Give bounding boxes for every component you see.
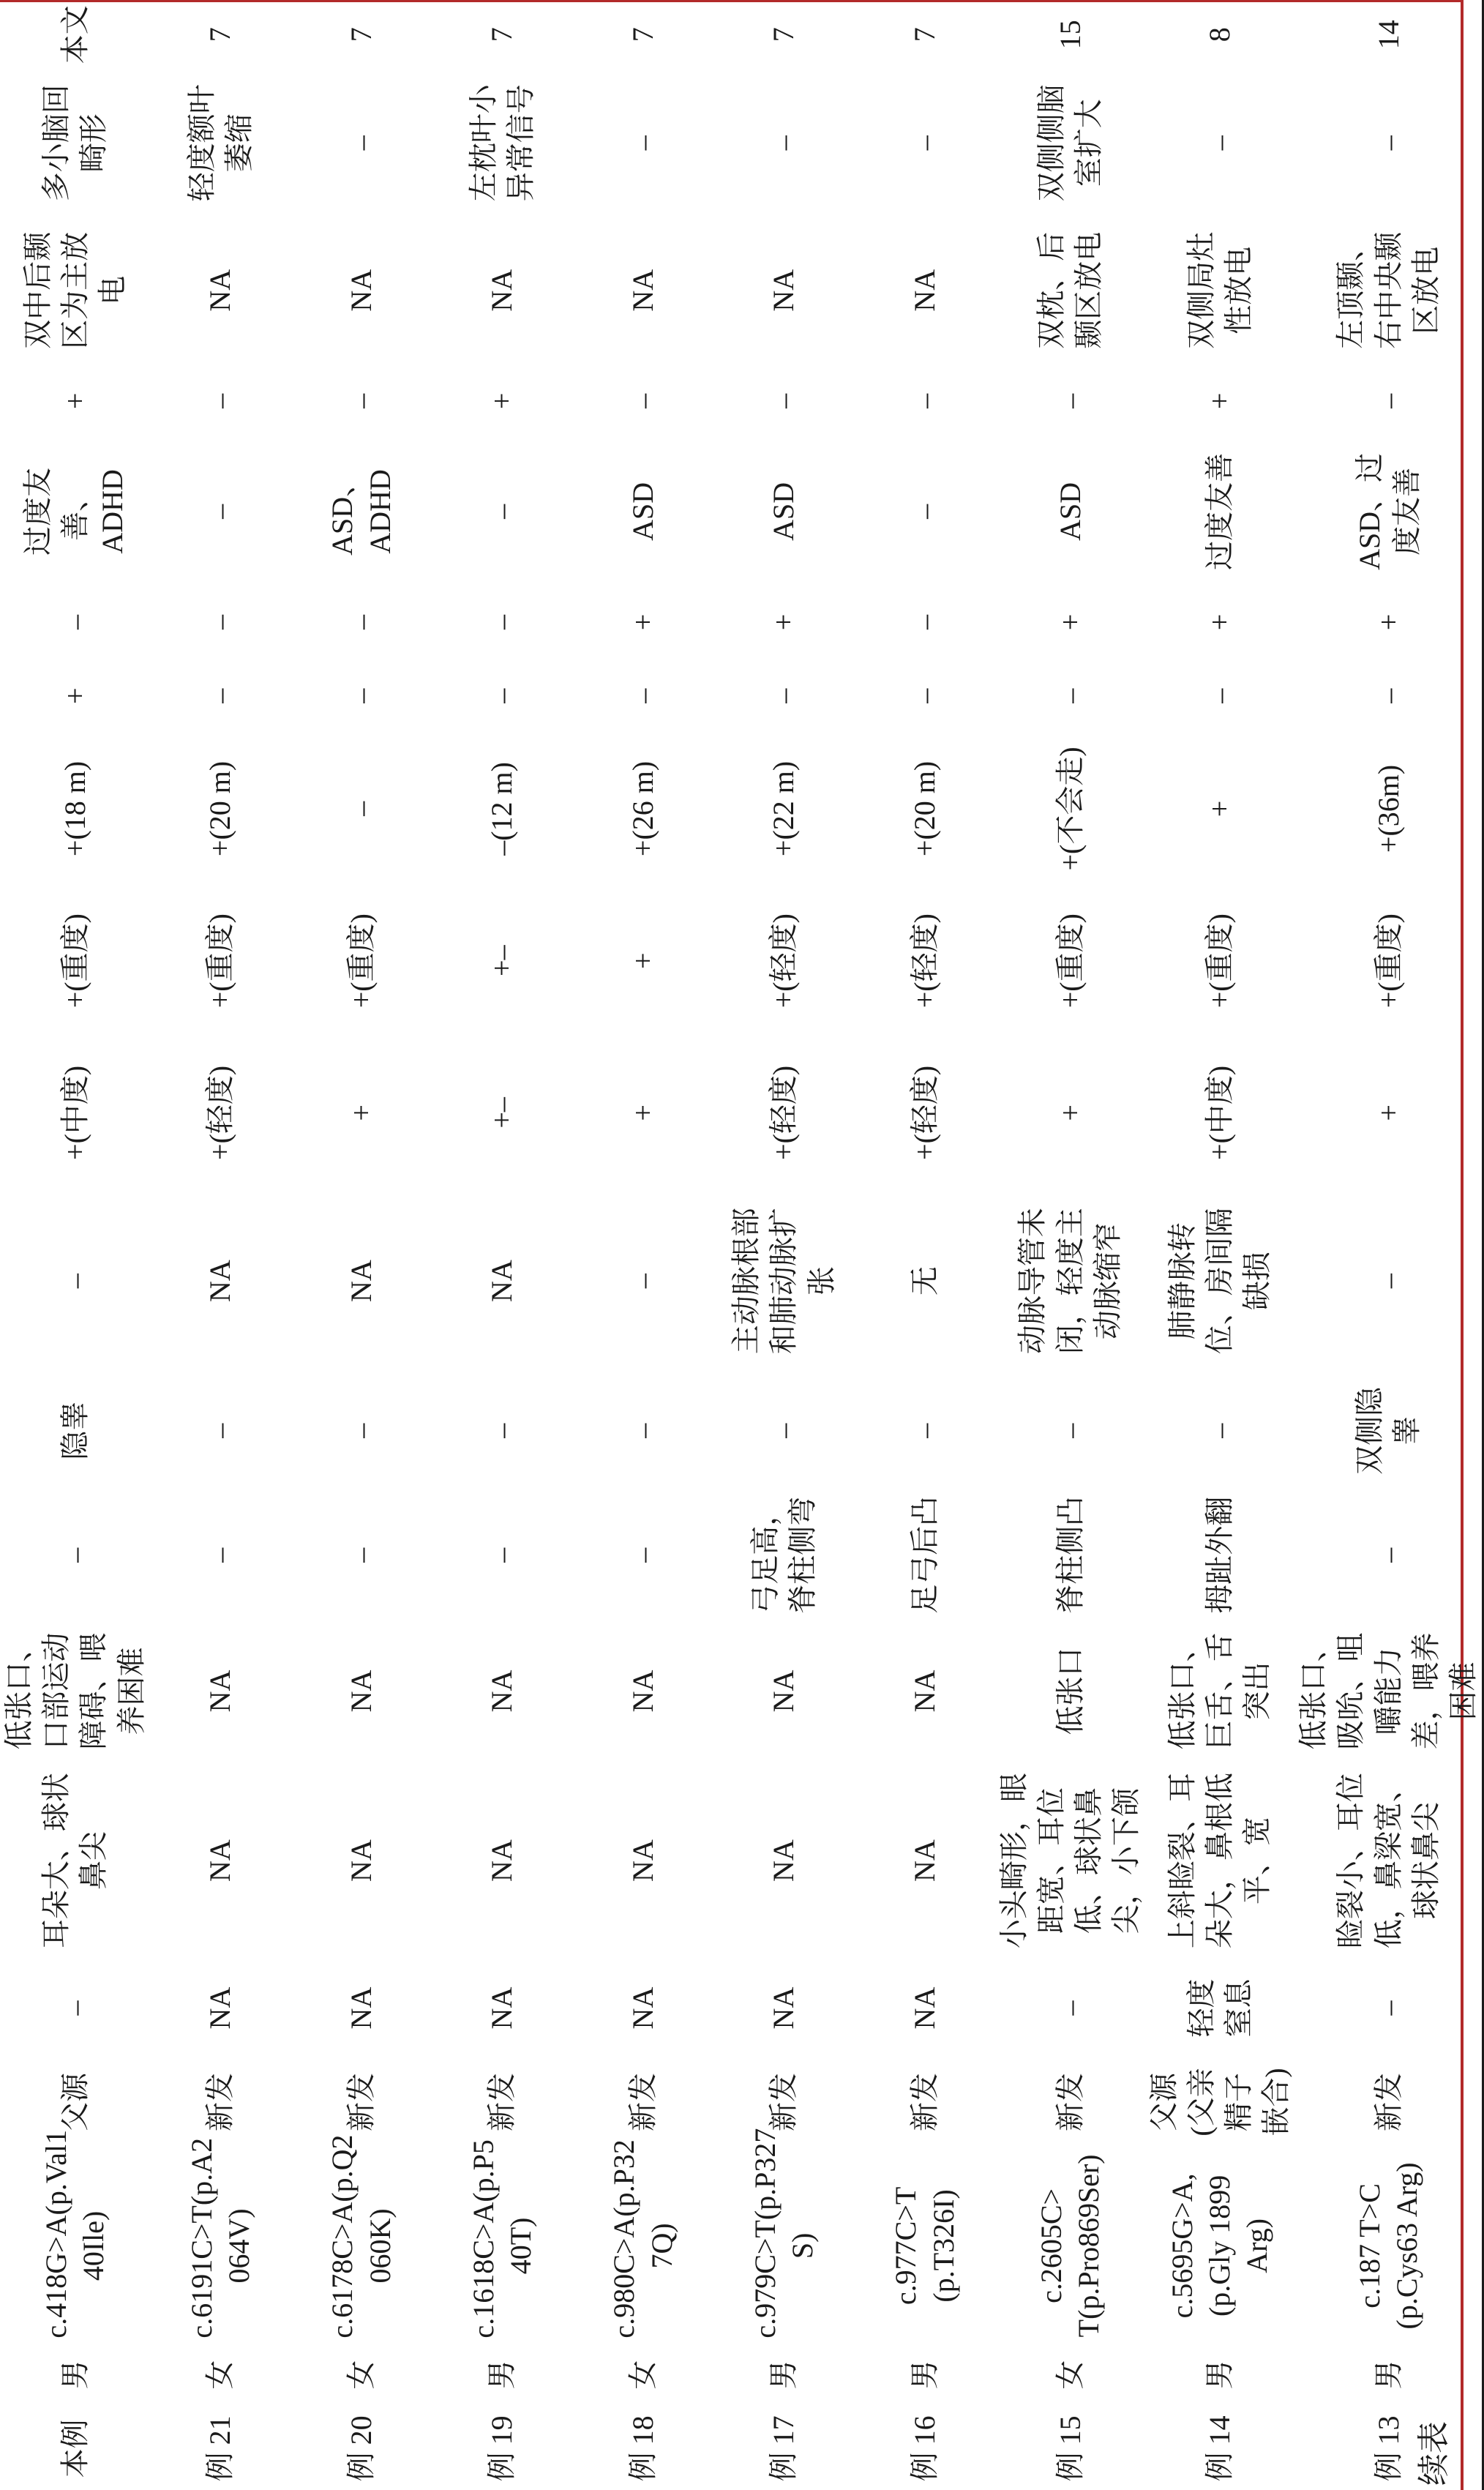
cell-behavior: ASD (1053, 482, 1087, 541)
cell-eeg: 双枕、后颞区放电 (1034, 231, 1106, 349)
cell-id: + (1371, 1104, 1405, 1121)
table-row (1145, 0, 1295, 2490)
cell-inheritance: 新发 (907, 2072, 941, 2131)
cell-inheritance: 新发 (1053, 2072, 1087, 2131)
cell-variant: c.6191C>T(p.A2 064V) (184, 2137, 255, 2338)
cell-variant: c.1618C>A(p.P5 40T) (466, 2139, 537, 2338)
cell-inheritance: 父源(父亲精子嵌合) (1147, 2068, 1293, 2136)
cell-inheritance: 新发 (485, 2072, 519, 2131)
cell-seizure: – (626, 688, 659, 703)
cell-behavior: – (907, 504, 941, 519)
cell-id: +(轻度) (907, 1065, 941, 1160)
cell-eeg: 双中后颞区为主放电 (20, 231, 129, 349)
cell-sleep: – (1371, 393, 1405, 408)
cell-behavior-flag: + (767, 613, 801, 631)
cell-id: +(轻度) (767, 1065, 801, 1160)
cell-case: 本例 (58, 2419, 91, 2478)
cell-inheritance: 新发 (203, 2072, 237, 2131)
table-row (432, 0, 573, 2490)
cell-mri: – (1371, 135, 1405, 151)
cell-feeding: NA (626, 1670, 659, 1713)
cell-facial: 睑裂小、耳位低，鼻梁宽、球状鼻尖 (1334, 1773, 1442, 1949)
cell-genital: – (907, 1423, 941, 1438)
cell-case: 例 20 (344, 2415, 378, 2482)
cell-facial: 小头畸形，眼距宽、耳位低、球状鼻尖，小下颌 (997, 1773, 1143, 1949)
cell-behavior: ASD (626, 482, 659, 541)
cell-neonatal: NA (626, 1986, 659, 2030)
cell-eeg: NA (767, 269, 801, 312)
cell-behavior-flag: – (58, 614, 91, 629)
cell-cardiac: – (58, 1274, 91, 1289)
cell-facial: NA (767, 1839, 801, 1882)
cell-neonatal: 轻度窒息 (1184, 1978, 1255, 2038)
cell-feeding: NA (344, 1670, 378, 1713)
cell-sleep: – (344, 393, 378, 408)
cell-motor-delay: +– (485, 945, 519, 976)
cell-walking: + (1203, 800, 1237, 818)
cell-behavior-flag: + (1053, 613, 1087, 631)
cell-neonatal: NA (203, 1986, 237, 2030)
cell-mri: – (767, 135, 801, 151)
cell-variant: c.977C>T (p.T326I) (889, 2186, 960, 2306)
cell-skeletal: – (203, 1547, 237, 1563)
cell-variant: c.6178C>A(p.Q2 060K) (326, 2134, 397, 2338)
cell-seizure: – (1053, 688, 1087, 703)
cell-feeding: 低张口、口部运动障碍、喂养困难 (2, 1632, 148, 1750)
table-row (150, 0, 291, 2490)
cell-id: + (344, 1104, 378, 1121)
cell-variant: c.5695G>A, (p.Gly 1899 Arg) (1166, 2173, 1274, 2319)
cell-behavior: – (203, 504, 237, 519)
cell-behavior-flag: + (1203, 613, 1237, 631)
cell-cardiac: 无 (907, 1266, 941, 1296)
cell-skeletal: – (58, 1547, 91, 1563)
cell-motor-delay: +(轻度) (907, 913, 941, 1009)
cell-genital: – (203, 1423, 237, 1438)
cell-facial: NA (344, 1839, 378, 1882)
cell-feeding: NA (767, 1670, 801, 1713)
cell-sex: 女 (1053, 2360, 1087, 2390)
cell-neonatal: NA (767, 1986, 801, 2030)
cell-skeletal: 脊柱侧凸 (1053, 1496, 1087, 1614)
cell-eeg: NA (907, 269, 941, 312)
cell-behavior: 过度友善 (1203, 452, 1237, 570)
cell-skeletal: – (1371, 1547, 1405, 1563)
cell-seizure: – (907, 688, 941, 703)
cell-ref: 7 (344, 27, 378, 42)
cell-behavior: 过度友善、ADHD (20, 467, 129, 556)
cell-id: +(中度) (58, 1065, 91, 1160)
cell-behavior: ASD、过度友善 (1353, 452, 1424, 570)
cell-variant: c.418G>A(p.Val1 40Ile) (40, 2129, 110, 2338)
cell-sleep: – (1053, 393, 1087, 408)
table-caption: 续表 (1416, 2421, 1452, 2486)
cell-seizure: – (1371, 688, 1405, 703)
table-row (0, 0, 150, 2490)
table-row (995, 0, 1145, 2490)
cell-walking: +(20 m) (203, 760, 237, 857)
cell-motor-delay: +(重度) (203, 913, 237, 1009)
cell-ref: 14 (1371, 20, 1405, 50)
cell-walking: +(20 m) (907, 760, 941, 857)
cell-genital: 双侧隐睾 (1353, 1386, 1424, 1475)
table-row (713, 0, 855, 2490)
cell-inheritance: 新发 (1371, 2072, 1405, 2131)
cell-mri: 双侧侧脑室扩大 (1034, 84, 1106, 202)
cell-sleep: + (485, 392, 519, 410)
cell-sex: 男 (485, 2360, 519, 2390)
cell-skeletal: – (626, 1547, 659, 1563)
cell-behavior-flag: – (907, 614, 941, 629)
cell-sex: 男 (1371, 2360, 1405, 2390)
cell-variant: c.980C>A(p.P32 7Q) (607, 2139, 678, 2338)
cell-neonatal: – (1053, 2000, 1087, 2016)
cell-skeletal: – (485, 1547, 519, 1563)
cell-mri: – (626, 135, 659, 151)
cell-ref: 本文 (58, 5, 91, 64)
cell-case: 例 21 (203, 2415, 237, 2482)
cell-skeletal: 足弓后凸 (907, 1496, 941, 1614)
cell-cardiac: NA (203, 1260, 237, 1303)
cell-motor-delay: +(重度) (58, 913, 91, 1009)
cell-mri: 左枕叶小异常信号 (466, 84, 537, 202)
cell-case: 例 15 (1053, 2415, 1087, 2482)
cell-inheritance: 父源 (58, 2072, 91, 2131)
cell-feeding: 低张口 (1053, 1647, 1087, 1735)
cell-cardiac: 动脉导管未闭，轻度主动脉缩窄 (1016, 1208, 1124, 1355)
cell-facial: NA (907, 1839, 941, 1882)
cell-behavior: ASD (767, 482, 801, 541)
cell-genital: – (1053, 1423, 1087, 1438)
cell-ref: 7 (203, 27, 237, 42)
cell-ref: 7 (485, 27, 519, 42)
cell-mri: – (1203, 135, 1237, 151)
cell-inheritance: 新发 (767, 2072, 801, 2131)
cell-case: 例 16 (907, 2415, 941, 2482)
cell-case: 例 14 (1203, 2415, 1237, 2482)
cell-id: + (1053, 1104, 1087, 1121)
table-row (572, 0, 713, 2490)
cell-neonatal: NA (907, 1986, 941, 2030)
cell-id: + (626, 1104, 659, 1121)
cell-variant: c.2605C> T(p.Pro869Ser) (1034, 2154, 1106, 2338)
cell-motor-delay: +(轻度) (767, 913, 801, 1009)
cell-sex: 男 (767, 2360, 801, 2390)
cell-behavior: – (485, 504, 519, 519)
cell-sex: 男 (907, 2360, 941, 2390)
cell-mri: 多小脑回畸形 (40, 84, 110, 202)
cell-genital: – (1203, 1423, 1237, 1438)
cell-eeg: NA (626, 269, 659, 312)
cell-mri: – (907, 135, 941, 151)
cell-ref: 15 (1053, 20, 1087, 50)
cell-genital: 隐睾 (58, 1401, 91, 1460)
cell-eeg: 双侧局灶性放电 (1184, 231, 1255, 349)
cell-behavior-flag: + (626, 613, 659, 631)
cell-feeding: NA (485, 1670, 519, 1713)
cell-sleep: – (626, 393, 659, 408)
cell-neonatal: – (1371, 2000, 1405, 2016)
cell-feeding: NA (203, 1670, 237, 1713)
cell-ref: 7 (626, 27, 659, 42)
cell-feeding: NA (907, 1670, 941, 1713)
cell-feeding: 低张口、吸吮、咀嚼能力差，喂养困难 (1297, 1632, 1480, 1750)
cell-case: 例 13 (1371, 2415, 1405, 2482)
cell-motor-delay: +(重度) (344, 913, 378, 1009)
cell-case: 例 19 (485, 2415, 519, 2482)
cell-behavior-flag: – (203, 614, 237, 629)
cell-walking: +(22 m) (767, 760, 801, 857)
cell-seizure: + (58, 687, 91, 704)
cell-walking: +(18 m) (58, 760, 91, 857)
cell-motor-delay: +(重度) (1053, 913, 1087, 1009)
cell-walking: +(26 m) (626, 760, 659, 857)
cell-seizure: – (203, 688, 237, 703)
cell-eeg: 左顶颞、右中央颞区放电 (1334, 231, 1442, 349)
cell-feeding: 低张口、巨舌、舌突出 (1166, 1632, 1274, 1750)
table-row (1294, 0, 1483, 2490)
cell-skeletal: – (344, 1547, 378, 1563)
cell-walking: +(36m) (1371, 764, 1405, 853)
cell-sleep: + (58, 392, 91, 410)
cell-motor-delay: + (626, 952, 659, 969)
cell-motor-delay: +(重度) (1203, 913, 1237, 1009)
cell-walking: +(不会走) (1053, 747, 1087, 871)
cell-facial: NA (485, 1839, 519, 1882)
cell-sex: 男 (1203, 2360, 1237, 2390)
cell-walking: –(12 m) (485, 762, 519, 856)
cell-sleep: – (767, 393, 801, 408)
cell-genital: – (344, 1423, 378, 1438)
cell-motor-delay: +(重度) (1371, 913, 1405, 1009)
cell-skeletal: 弓足高，脊柱侧弯 (748, 1496, 819, 1614)
cell-facial: 上斜睑裂、耳朵大，鼻根低平、宽 (1166, 1773, 1274, 1949)
cell-id: +– (485, 1097, 519, 1129)
cell-facial: 耳朵大、球状鼻尖 (40, 1773, 110, 1949)
cell-behavior-flag: – (485, 614, 519, 629)
cell-seizure: – (1203, 688, 1237, 703)
table-row (291, 0, 432, 2490)
cell-id: +(轻度) (203, 1065, 237, 1160)
cell-ref: 7 (907, 27, 941, 42)
cell-sex: 女 (344, 2360, 378, 2390)
cell-behavior: ASD、ADHD (326, 467, 397, 556)
cell-cardiac: 肺静脉转位、房间隔缺损 (1166, 1208, 1274, 1355)
cell-sleep: – (907, 393, 941, 408)
cell-variant: c.979C>T(p.P327 S) (748, 2128, 819, 2338)
cell-cardiac: – (1371, 1274, 1405, 1289)
cell-neonatal: NA (485, 1986, 519, 2030)
cell-id: +(中度) (1203, 1065, 1237, 1160)
cell-facial: NA (203, 1839, 237, 1882)
cell-genital: – (485, 1423, 519, 1438)
table-row (854, 0, 995, 2490)
cell-mri: 轻度额叶萎缩 (184, 84, 255, 202)
cell-sex: 女 (203, 2360, 237, 2390)
cell-cardiac: – (626, 1274, 659, 1289)
cell-cardiac: 主动脉根部和肺动脉扩张 (730, 1208, 838, 1355)
cell-sex: 男 (58, 2360, 91, 2390)
cell-facial: NA (626, 1839, 659, 1882)
cell-case: 例 18 (626, 2415, 659, 2482)
cell-eeg: NA (485, 269, 519, 312)
cell-seizure: – (485, 688, 519, 703)
cell-cardiac: NA (344, 1260, 378, 1303)
cell-sleep: + (1203, 392, 1237, 410)
cell-sleep: – (203, 393, 237, 408)
cell-ref: 7 (767, 27, 801, 42)
cell-genital: – (626, 1423, 659, 1438)
cell-ref: 8 (1203, 27, 1237, 42)
cell-skeletal: 拇趾外翻 (1203, 1496, 1237, 1614)
cell-variant: c.187 T>C (p.Cys63 Arg) (1353, 2162, 1424, 2330)
cell-case: 例 17 (767, 2415, 801, 2482)
cell-neonatal: – (58, 2000, 91, 2016)
cell-neonatal: NA (344, 1986, 378, 2030)
cell-inheritance: 新发 (344, 2072, 378, 2131)
cell-eeg: NA (344, 269, 378, 312)
cell-walking: – (344, 801, 378, 816)
cell-behavior-flag: + (1371, 613, 1405, 631)
cell-eeg: NA (203, 269, 237, 312)
cell-mri: – (344, 135, 378, 151)
cell-seizure: – (767, 688, 801, 703)
cell-sex: 女 (626, 2360, 659, 2390)
cell-behavior-flag: – (344, 614, 378, 629)
cell-inheritance: 新发 (626, 2072, 659, 2131)
cell-cardiac: NA (485, 1260, 519, 1303)
cell-seizure: – (344, 688, 378, 703)
cell-genital: – (767, 1423, 801, 1438)
